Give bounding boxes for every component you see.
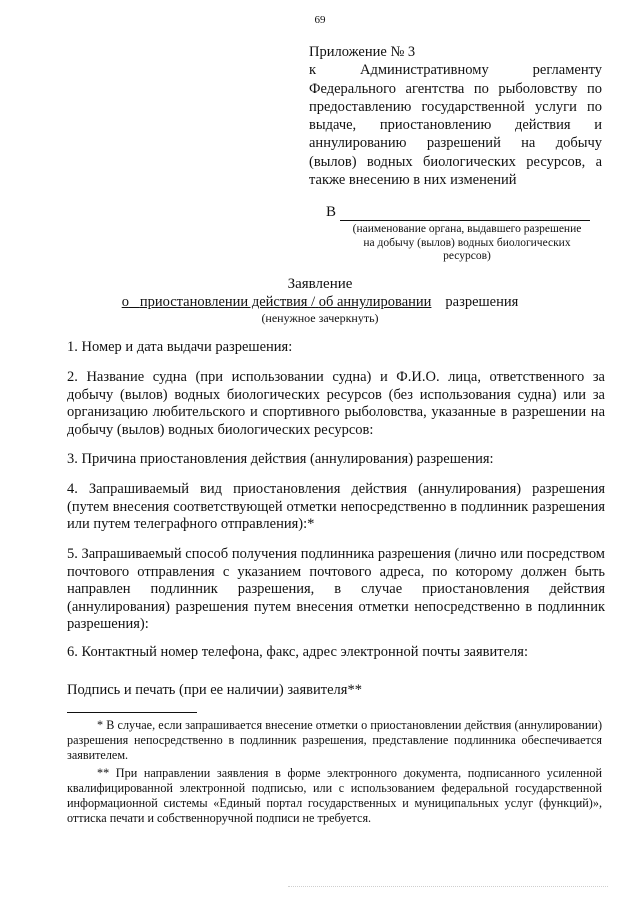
recipient-blank-line[interactable] (340, 206, 590, 221)
subtitle-option-annul: об аннулировании (318, 294, 432, 310)
appendix-line: Федерального агентства по рыболовству по (309, 80, 602, 97)
application-title-block (0, 276, 640, 326)
application-hint: (ненужное зачеркнуть) (261, 311, 379, 325)
recipient-caption-line: на добычу (вылов) водных биологических (363, 236, 571, 249)
recipient-prefix: В (326, 204, 337, 220)
item-2: 2. Название судна (при использовании судна) и Ф.И.О. лица, ответственного за добычу (вылов) водных биологических ресурсов (без использования судна) или за организацию любительского и спортивного рыболовства, указанные в разрешении на добычу (вылов) водных биологических ресурсов: (67, 369, 605, 438)
recipient-caption-line: (наименование органа, выдавшего разрешение (352, 223, 582, 235)
appendix-line: к Административному регламенту (309, 62, 602, 79)
item-4: 4. Запрашиваемый вид приостановления действия (аннулирования) разрешения (путем внесения соответствующей отметки непосредственно в подлинник разрешения или путем телеграфного отправления):* (67, 481, 605, 533)
application-subtitle (0, 294, 640, 311)
application-title: Заявление (287, 276, 353, 292)
appendix-heading: Приложение № 3 (309, 44, 416, 60)
appendix-line: предоставлению государственной услуги по (309, 98, 602, 115)
signature-line: Подпись и печать (при ее наличии) заявителя** (67, 682, 362, 698)
footnote-divider (67, 712, 197, 713)
item-3: 3. Причина приостановления действия (аннулирования) разрешения: (67, 451, 494, 467)
recipient-block (326, 204, 608, 264)
item-1: 1. Номер и дата выдачи разрешения: (67, 339, 293, 355)
subtitle-separator: / (311, 294, 316, 310)
page-number: 69 (314, 14, 326, 26)
item-5: 5. Запрашиваемый способ получения подлинника разрешения (лично или посредством почтового отправления с указанием почтового адреса, по которому должен быть направлен подлинник разрешения, в случае приостановления действия (аннулирования) разрешения путем внесения отметки непосредственно в подлинник разрешения): (67, 546, 605, 633)
appendix-line: также внесению в них изменений (309, 172, 517, 189)
scan-artifact (288, 886, 608, 887)
subtitle-prefix: о (121, 294, 129, 310)
subtitle-suffix: разрешения (445, 294, 519, 310)
appendix-header (309, 43, 602, 189)
subtitle-option-suspend: приостановлении действия (139, 294, 308, 310)
appendix-line: (вылов) водных биологических ресурсов, а (309, 153, 602, 170)
footnote-1: * В случае, если запрашивается внесение отметки о приостановлении действия (аннулировании) разрешения непосредственно в подлинник разрешения, представление подлинника обеспечивается заявителем. (67, 718, 602, 762)
recipient-caption-line: ресурсов) (443, 250, 491, 262)
appendix-line: выдаче, приостановлению действия и (309, 117, 602, 134)
item-6: 6. Контактный номер телефона, факс, адрес электронной почты заявителя: (67, 644, 528, 660)
recipient-caption (326, 223, 608, 264)
footnote-2: ** При направлении заявления в форме электронного документа, подписанного усиленной квалифицированной электронной подписью, или с использованием федеральной государственной информационной системы «Единый портал государственных и муниципальных услуг (функций)», оттиска печати и собственноручной подписи не требуется. (67, 766, 602, 825)
appendix-line: аннулированию разрешений на добычу (309, 135, 602, 152)
